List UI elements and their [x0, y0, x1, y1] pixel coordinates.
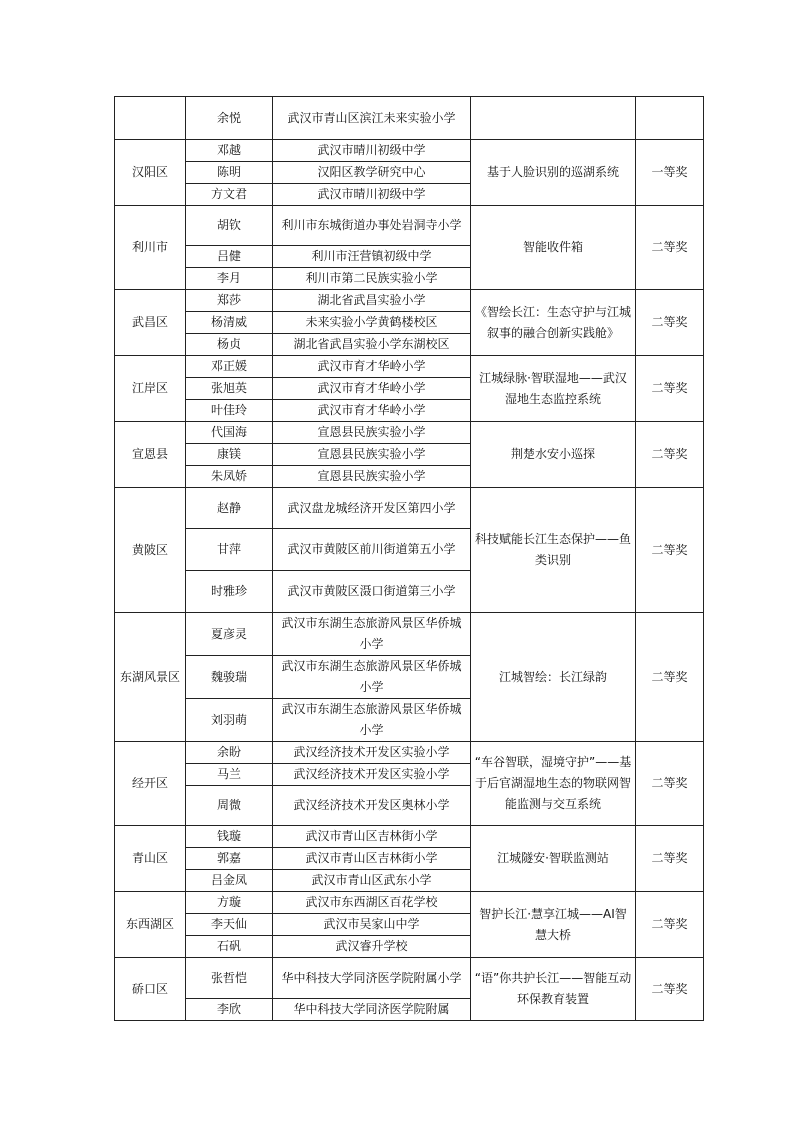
- project-cell: “语”你共护长江——智能互动环保教育装置: [471, 958, 636, 1021]
- award-cell: 二等奖: [636, 422, 704, 488]
- member-name-cell: 杨清威: [186, 312, 273, 334]
- award-cell: 二等奖: [636, 488, 704, 613]
- project-cell: 江城智绘：长江绿韵: [471, 613, 636, 742]
- member-name-cell: 吕健: [186, 246, 273, 268]
- award-cell: 一等奖: [636, 140, 704, 206]
- project-cell: 科技赋能长江生态保护——鱼类识别: [471, 488, 636, 613]
- member-name-cell: 邓越: [186, 140, 273, 162]
- award-cell: 二等奖: [636, 826, 704, 892]
- district-cell: 宣恩县: [115, 422, 186, 488]
- table-row: [115, 206, 704, 246]
- table-row: [115, 892, 704, 914]
- member-name-cell: 李天仙: [186, 914, 273, 936]
- school-cell: 利川市第二民族实验小学: [273, 268, 471, 290]
- school-cell: 武汉睿升学校: [273, 936, 471, 958]
- school-cell: 武汉市青山区武东小学: [273, 870, 471, 892]
- member-name-cell: 钱璇: [186, 826, 273, 848]
- district-cell: 东西湖区: [115, 892, 186, 958]
- member-name-cell: 邓正媛: [186, 356, 273, 378]
- table-row: [115, 488, 704, 529]
- school-cell: 武汉市育才华岭小学: [273, 356, 471, 378]
- award-cell: 二等奖: [636, 613, 704, 742]
- awards-table: [114, 96, 704, 1021]
- project-cell: 基于人脸识别的巡湖系统: [471, 140, 636, 206]
- school-cell: 武汉市东西湖区百花学校: [273, 892, 471, 914]
- school-cell: 汉阳区教学研究中心: [273, 162, 471, 184]
- award-cell: 二等奖: [636, 206, 704, 290]
- member-name-cell: 胡钦: [186, 206, 273, 246]
- project-cell: 荆楚水安小巡探: [471, 422, 636, 488]
- school-cell: 武汉市晴川初级中学: [273, 140, 471, 162]
- table-row: [115, 422, 704, 444]
- school-cell: 武汉市吴家山中学: [273, 914, 471, 936]
- award-cell: 二等奖: [636, 958, 704, 1021]
- member-name-cell: 李月: [186, 268, 273, 290]
- school-cell: 武汉市东湖生态旅游风景区华侨城小学: [273, 656, 471, 699]
- school-cell: 武汉经济技术开发区奥林小学: [273, 786, 471, 826]
- school-cell: 湖北省武昌实验小学东湖校区: [273, 334, 471, 356]
- award-cell: 二等奖: [636, 290, 704, 356]
- project-cell: 智能收件箱: [471, 206, 636, 290]
- school-cell: 武汉市青山区吉林街小学: [273, 848, 471, 870]
- table-row: [115, 826, 704, 848]
- table-row: [115, 140, 704, 162]
- member-name-cell: 李欣: [186, 999, 273, 1021]
- member-name-cell: 方文君: [186, 184, 273, 206]
- district-cell: 汉阳区: [115, 140, 186, 206]
- member-name-cell: 郑莎: [186, 290, 273, 312]
- award-cell: [636, 97, 704, 140]
- school-cell: 武汉市青山区滨江未来实验小学: [273, 97, 471, 140]
- district-cell: 经开区: [115, 742, 186, 826]
- awards-table-body: [115, 97, 704, 1021]
- member-name-cell: 郭嘉: [186, 848, 273, 870]
- table-row: [115, 290, 704, 312]
- district-cell: 黄陂区: [115, 488, 186, 613]
- member-name-cell: 代国海: [186, 422, 273, 444]
- member-name-cell: 朱凤娇: [186, 466, 273, 488]
- member-name-cell: 时雅珍: [186, 571, 273, 613]
- member-name-cell: 魏骏瑞: [186, 656, 273, 699]
- district-cell: 硚口区: [115, 958, 186, 1021]
- district-cell: 青山区: [115, 826, 186, 892]
- school-cell: 宣恩县民族实验小学: [273, 466, 471, 488]
- table-row: [115, 613, 704, 656]
- school-cell: 未来实验小学黄鹤楼校区: [273, 312, 471, 334]
- award-cell: 二等奖: [636, 892, 704, 958]
- school-cell: 宣恩县民族实验小学: [273, 422, 471, 444]
- district-cell: 江岸区: [115, 356, 186, 422]
- member-name-cell: 陈明: [186, 162, 273, 184]
- school-cell: 武汉经济技术开发区实验小学: [273, 764, 471, 786]
- school-cell: 利川市东城街道办事处岩洞寺小学: [273, 206, 471, 246]
- school-cell: 武汉市晴川初级中学: [273, 184, 471, 206]
- project-cell: [471, 97, 636, 140]
- member-name-cell: 赵静: [186, 488, 273, 529]
- table-row: [115, 742, 704, 764]
- district-cell: [115, 97, 186, 140]
- school-cell: 武汉市青山区吉林街小学: [273, 826, 471, 848]
- school-cell: 武汉盘龙城经济开发区第四小学: [273, 488, 471, 529]
- member-name-cell: 张旭英: [186, 378, 273, 400]
- school-cell: 华中科技大学同济医学院附属小学: [273, 958, 471, 999]
- table-row: [115, 356, 704, 378]
- award-cell: 二等奖: [636, 742, 704, 826]
- school-cell: 利川市汪营镇初级中学: [273, 246, 471, 268]
- school-cell: 武汉经济技术开发区实验小学: [273, 742, 471, 764]
- project-cell: 《智绘长江：生态守护与江城叙事的融合创新实践舱》: [471, 290, 636, 356]
- school-cell: 湖北省武昌实验小学: [273, 290, 471, 312]
- school-cell: 宣恩县民族实验小学: [273, 444, 471, 466]
- member-name-cell: 康镁: [186, 444, 273, 466]
- member-name-cell: 吕金凤: [186, 870, 273, 892]
- member-name-cell: 周微: [186, 786, 273, 826]
- member-name-cell: 马兰: [186, 764, 273, 786]
- project-cell: 智护长江·慧享江城——AI智慧大桥: [471, 892, 636, 958]
- project-cell: 江城绿脉·智联湿地——武汉湿地生态监控系统: [471, 356, 636, 422]
- district-cell: 东湖风景区: [115, 613, 186, 742]
- table-row: [115, 97, 704, 140]
- member-name-cell: 刘羽萌: [186, 699, 273, 742]
- project-cell: “车谷智联，湿境守护”——基于后官湖湿地生态的物联网智能监测与交互系统: [471, 742, 636, 826]
- district-cell: 武昌区: [115, 290, 186, 356]
- school-cell: 武汉市东湖生态旅游风景区华侨城小学: [273, 699, 471, 742]
- school-cell: 武汉市东湖生态旅游风景区华侨城小学: [273, 613, 471, 656]
- member-name-cell: 方璇: [186, 892, 273, 914]
- school-cell: 武汉市育才华岭小学: [273, 400, 471, 422]
- award-cell: 二等奖: [636, 356, 704, 422]
- member-name-cell: 石矾: [186, 936, 273, 958]
- school-cell: 武汉市育才华岭小学: [273, 378, 471, 400]
- member-name-cell: 张哲恺: [186, 958, 273, 999]
- member-name-cell: 夏彦灵: [186, 613, 273, 656]
- member-name-cell: 甘萍: [186, 529, 273, 571]
- table-row: [115, 958, 704, 999]
- school-cell: 武汉市黄陂区滠口街道第三小学: [273, 571, 471, 613]
- school-cell: 武汉市黄陂区前川街道第五小学: [273, 529, 471, 571]
- project-cell: 江城隧安·智联监测站: [471, 826, 636, 892]
- member-name-cell: 杨贞: [186, 334, 273, 356]
- member-name-cell: 叶佳玲: [186, 400, 273, 422]
- school-cell: 华中科技大学同济医学院附属: [273, 999, 471, 1021]
- district-cell: 利川市: [115, 206, 186, 290]
- member-name-cell: 余盼: [186, 742, 273, 764]
- member-name-cell: 余悦: [186, 97, 273, 140]
